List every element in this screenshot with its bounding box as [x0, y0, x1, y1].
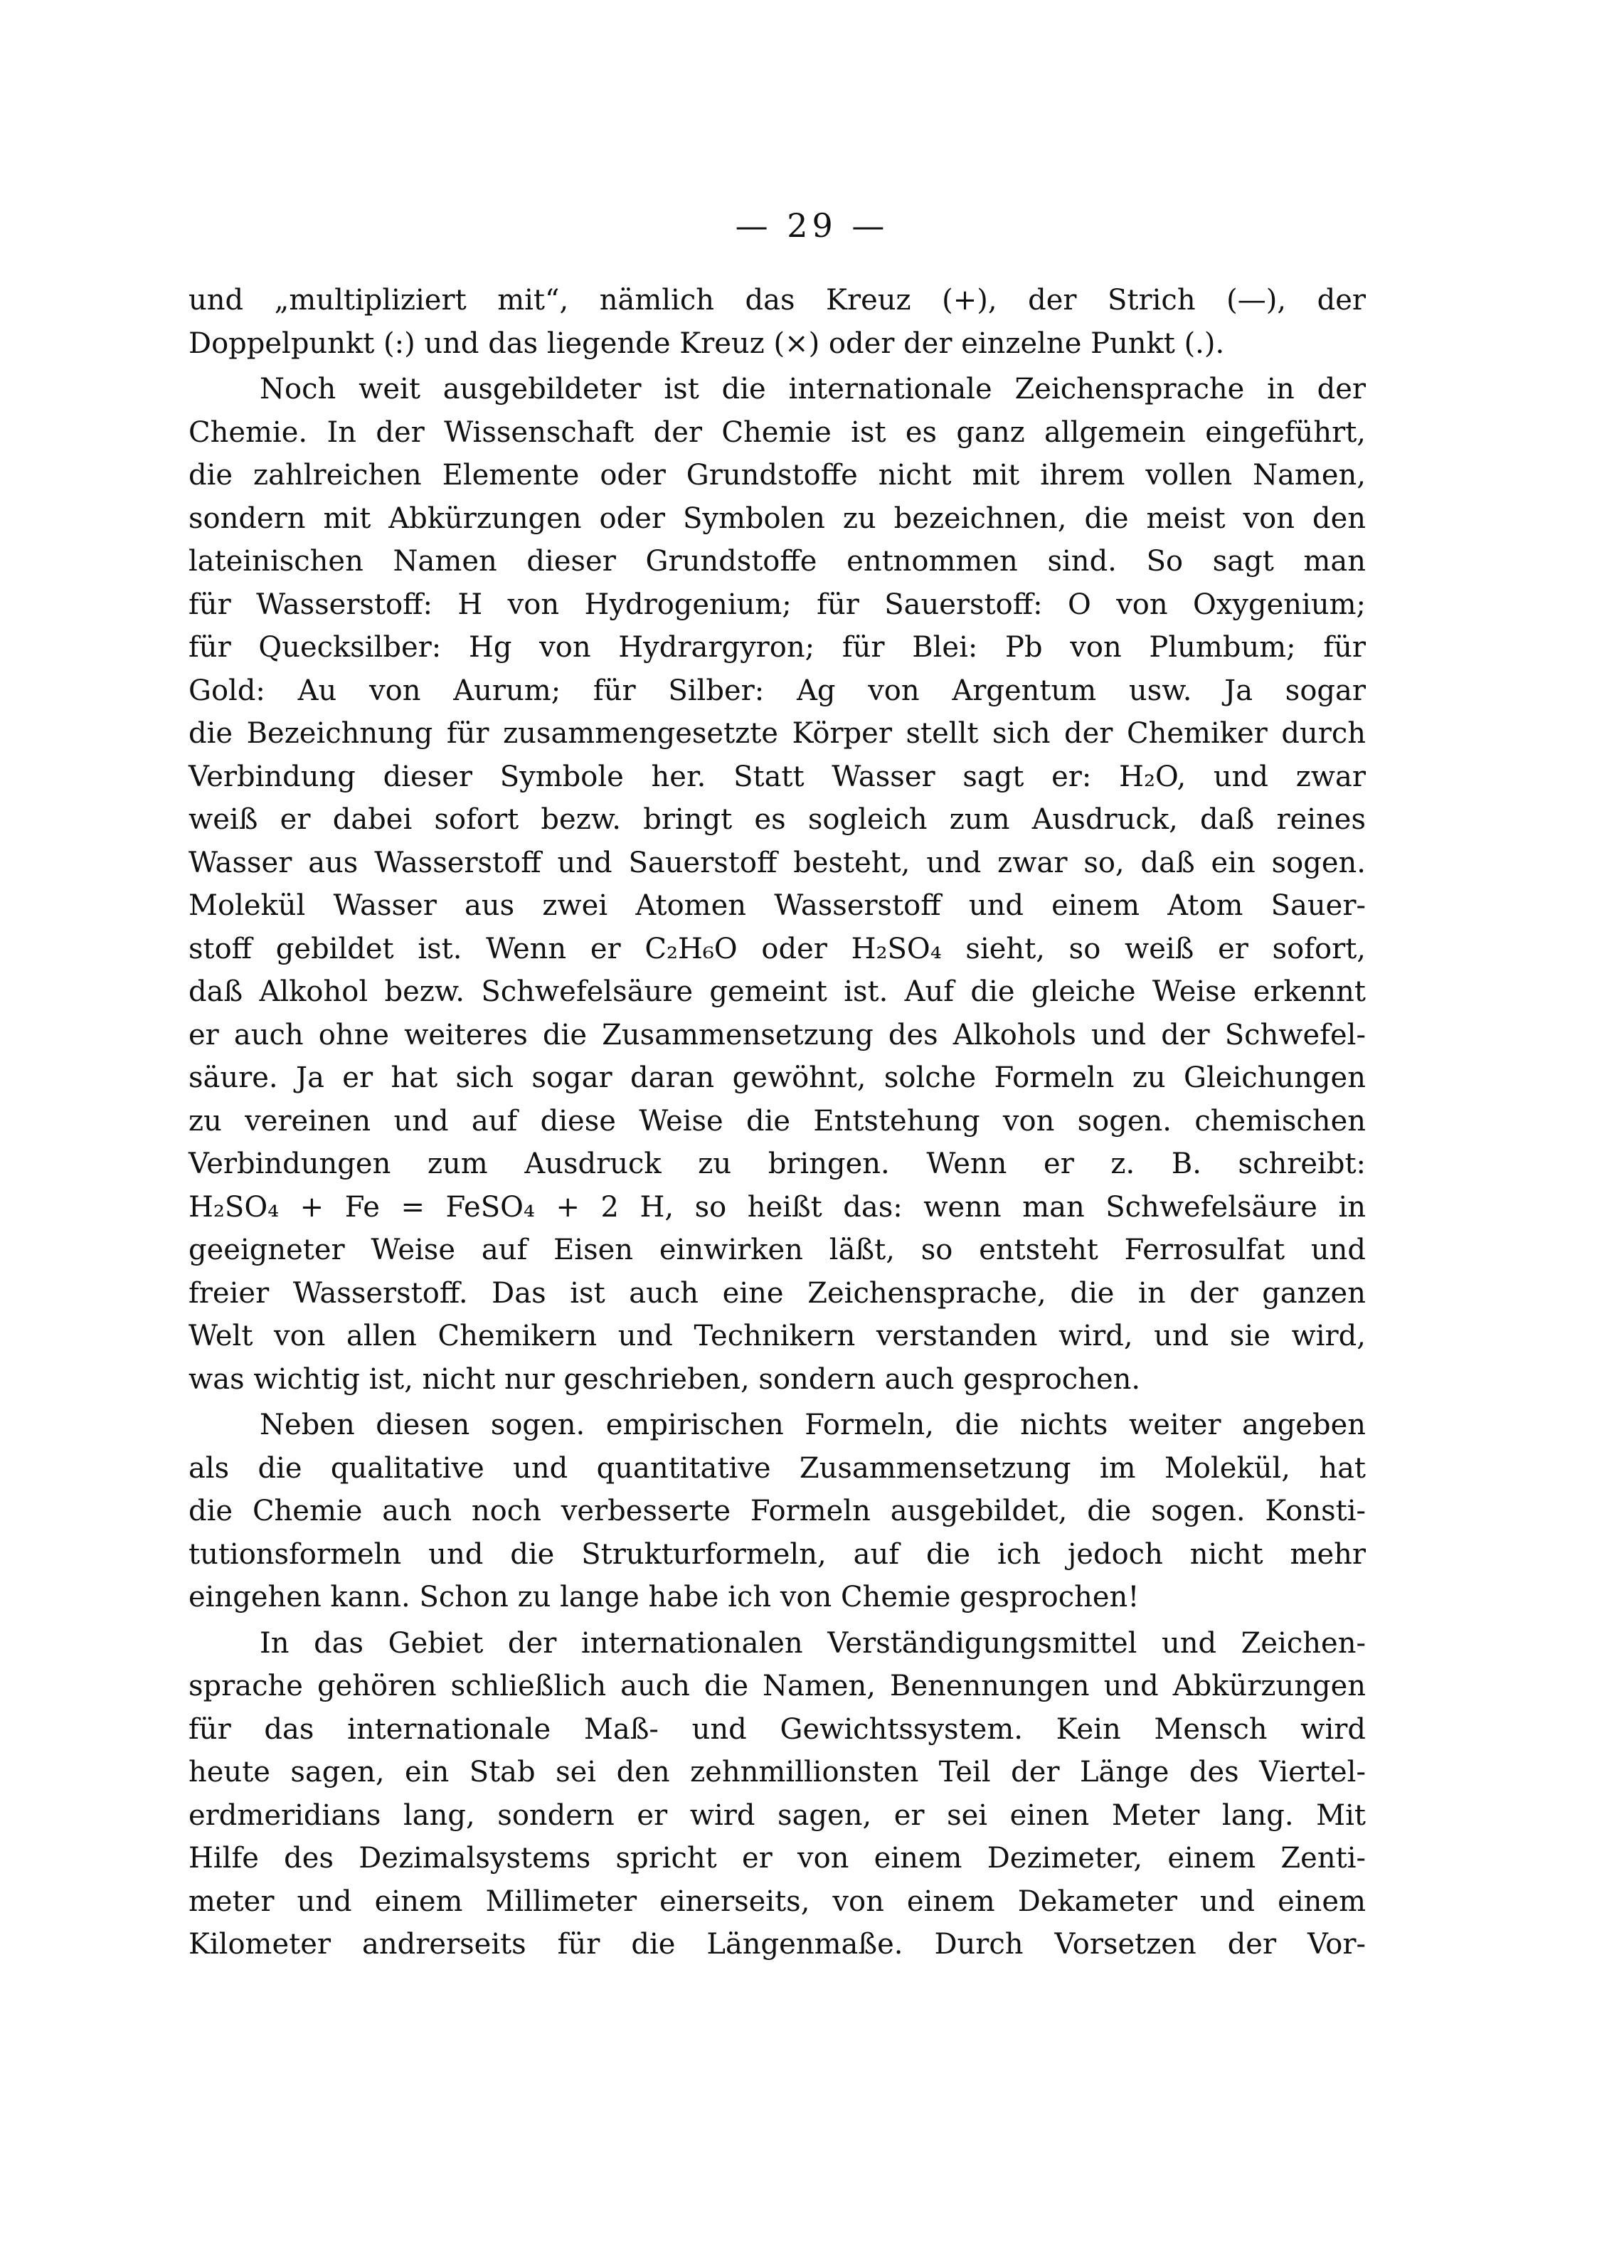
text-line: In das Gebiet der internationalen Verständigungsmittel und Zeichen- [260, 1626, 1366, 1660]
text-line: Kilometer andrerseits für die Längenmaße. Durch Vorsetzen der Vor- [189, 1928, 1366, 1961]
text-line: sprache gehören schließlich auch die Namen, Benennungen und Abkürzungen [189, 1670, 1366, 1702]
text-line: er auch ohne weiteres die Zusammensetzung des Alkohols und der Schwefel- [189, 1018, 1366, 1051]
text-line: was wichtig ist, nicht nur geschrieben, sondern auch gesprochen. [189, 1362, 1141, 1396]
text-line: freier Wasserstoff. Das ist auch eine Zeichensprache, die in der ganzen [189, 1276, 1366, 1310]
text-line: tutionsformeln und die Strukturformeln, auf die ich jedoch nicht mehr [189, 1537, 1366, 1571]
text-line: eingehen kann. Schon zu lange habe ich von Chemie gesprochen! [189, 1581, 1140, 1613]
text-line: lateinischen Namen dieser Grundstoffe entnommen sind. So sagt man [189, 545, 1366, 578]
text-line: für das internationale Maß- und Gewichtssystem. Kein Mensch wird [189, 1712, 1366, 1746]
text-line: Verbindungen zum Ausdruck zu bringen. Wenn er z. B. schreibt: [189, 1148, 1366, 1180]
text-line: sondern mit Abkürzungen oder Symbolen zu bezeichnen, die meist von den [189, 502, 1366, 535]
text-line: Chemie. In der Wissenschaft der Chemie ist es ganz allgemein eingeführt, [189, 415, 1366, 449]
text-line: Molekül Wasser aus zwei Atomen Wasserstoff und einem Atom Sauer- [189, 889, 1366, 922]
text-line: zu vereinen und auf diese Weise die Entstehung von sogen. chemischen [189, 1104, 1366, 1138]
text-line: Gold: Au von Aurum; für Silber: Ag von Argentum usw. Ja sogar [189, 674, 1366, 707]
text-line: erdmeridians lang, sondern er wird sagen, er sei einen Meter lang. Mit [189, 1798, 1366, 1832]
text-line: Noch weit ausgebildeter ist die internationale Zeichensprache in der [260, 373, 1366, 406]
paragraph [189, 1622, 1366, 1966]
text-line: für Wasserstoff: H von Hydrogenium; für Sauerstoff: O von Oxygenium; [189, 588, 1366, 621]
text-line: die Chemie auch noch verbesserte Formeln ausgebildet, die sogen. Konsti- [189, 1495, 1366, 1527]
page-number: — 29 — [735, 206, 889, 245]
text-line: Neben diesen sogen. empirischen Formeln, die nichts weiter angeben [260, 1409, 1366, 1441]
paragraph [189, 279, 1366, 365]
text-line: stoff gebildet ist. Wenn er C₂H₆O oder H₂SO₄ sieht, so weiß er sofort, [189, 932, 1366, 965]
text-line: und „multipliziert mit“, nämlich das Kreuz (+), der Strich (—), der [189, 284, 1366, 317]
text-line: weiß er dabei sofort bezw. bringt es sogleich zum Ausdruck, daß reines [189, 803, 1366, 836]
text-line: die Bezeichnung für zusammengesetzte Körper stellt sich der Chemiker durch [189, 717, 1366, 750]
text-line: Hilfe des Dezimalsystems spricht er von einem Dezimeter, einem Zenti- [189, 1842, 1366, 1875]
paragraph [189, 1404, 1366, 1619]
paragraph [189, 368, 1366, 1401]
text-line: geeigneter Weise auf Eisen einwirken läßt, so entsteht Ferrosulfat und [189, 1234, 1366, 1266]
text-line: daß Alkohol bezw. Schwefelsäure gemeint ist. Auf die gleiche Weise erkennt [189, 975, 1366, 1008]
text-line: säure. Ja er hat sich sogar daran gewöhnt, solche Formeln zu Gleichungen [189, 1061, 1366, 1094]
text-line: H₂SO₄ + Fe = FeSO₄ + 2 H, so heißt das: wenn man Schwefelsäure in [189, 1190, 1366, 1224]
text-line: Welt von allen Chemikern und Technikern verstanden wird, und sie wird, [189, 1320, 1366, 1352]
text-line: Verbindung dieser Symbole her. Statt Wasser sagt er: H₂O, und zwar [189, 760, 1366, 793]
text-line: die zahlreichen Elemente oder Grundstoffe nicht mit ihrem vollen Namen, [189, 459, 1366, 492]
text-line: Wasser aus Wasserstoff und Sauerstoff besteht, und zwar so, daß ein sogen. [189, 846, 1366, 879]
text-line: für Quecksilber: Hg von Hydrargyron; für Blei: Pb von Plumbum; für [189, 631, 1366, 664]
text-line: als die qualitative und quantitative Zusammensetzung im Molekül, hat [189, 1451, 1366, 1485]
text-line: heute sagen, ein Stab sei den zehnmillionsten Teil der Länge des Viertel- [189, 1756, 1366, 1789]
text-line: meter und einem Millimeter einerseits, von einem Dekameter und einem [189, 1885, 1366, 1918]
text-line: Doppelpunkt (:) und das liegende Kreuz (×) oder der einzelne Punkt (.). [189, 327, 1225, 360]
body-text [189, 279, 1366, 1966]
